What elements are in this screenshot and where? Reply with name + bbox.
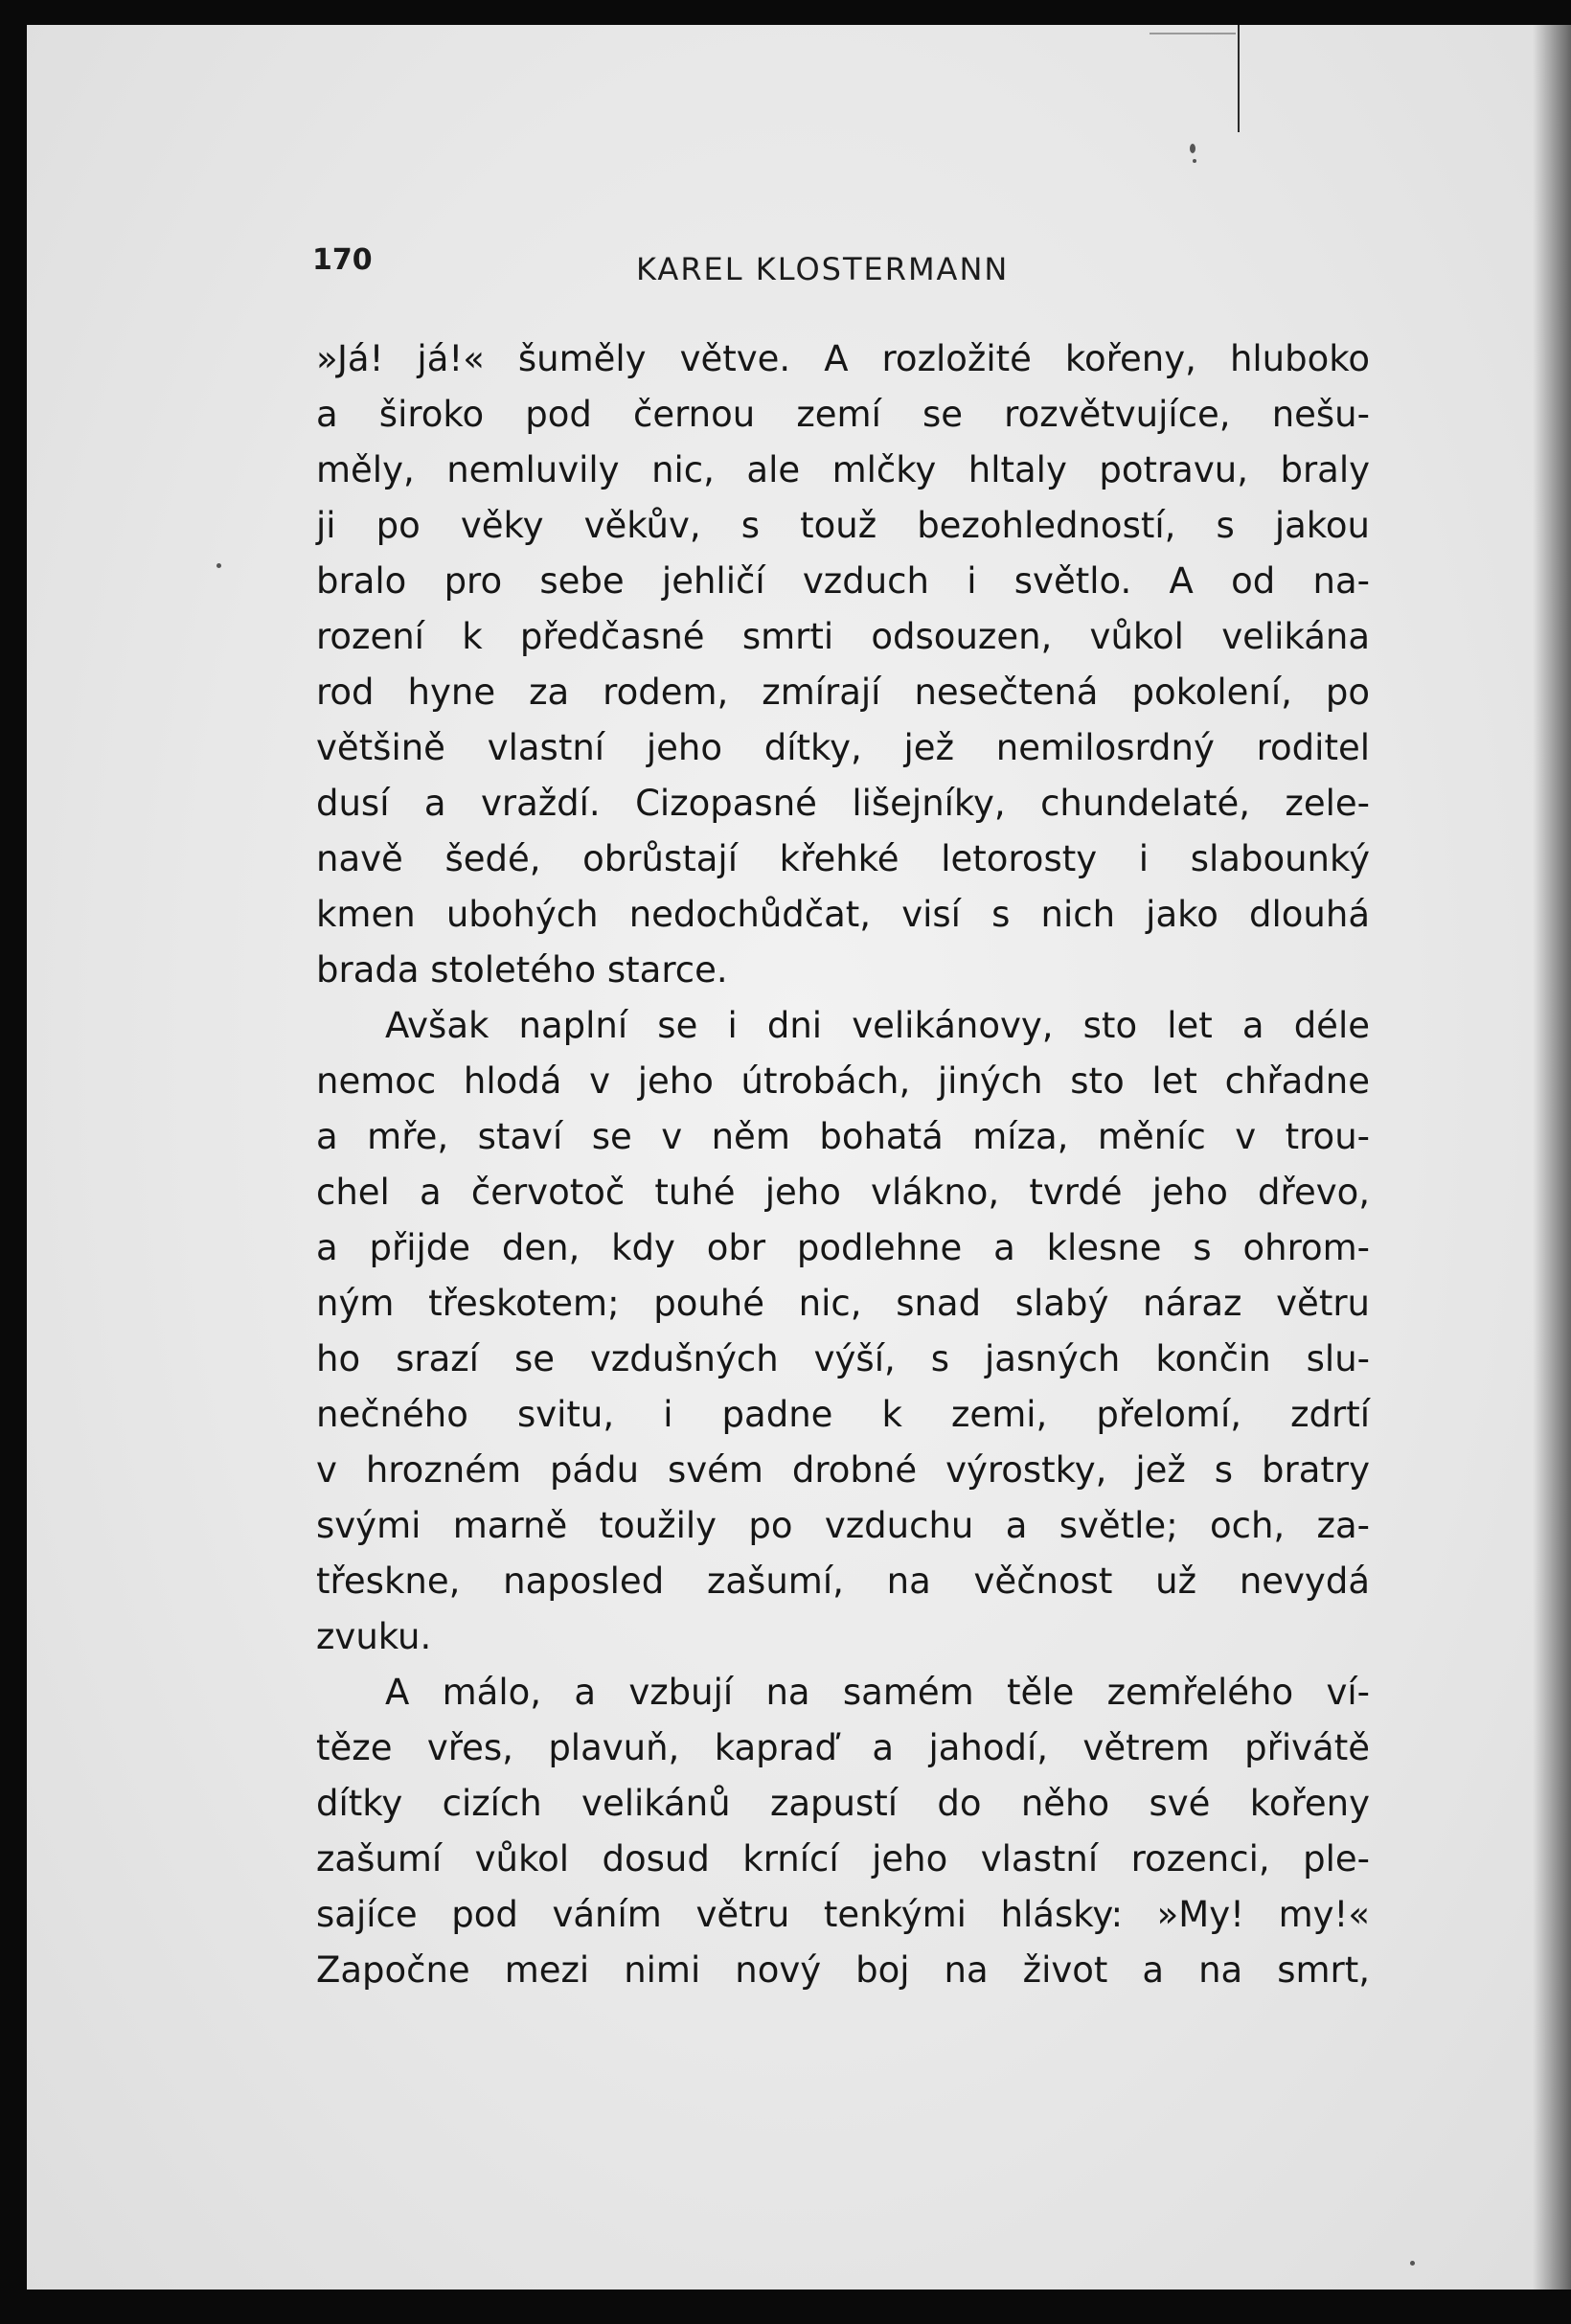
dust-speck	[216, 563, 221, 568]
text-line: A málo, a vzbují na samém těle zemřelého ví-	[385, 1672, 1370, 1713]
text-line: »Já! já!« šuměly větve. A rozložité kořeny, hluboko	[316, 338, 1370, 379]
text-line: dusí a vraždí. Cizopasné lišejníky, chundelaté, zele-	[316, 783, 1370, 824]
text-line: těze vřes, plavuň, kapraď a jahodí, větrem přivátě	[316, 1727, 1370, 1768]
text-line: nečného svitu, i padne k zemi, přelomí, zdrtí	[316, 1394, 1370, 1435]
text-line: Započne mezi nimi nový boj na život a na smrt,	[316, 1949, 1370, 1991]
text-line: kmen ubohých nedochůdčat, visí s nich jako dlouhá	[316, 894, 1370, 935]
dust-speck	[1410, 2261, 1415, 2266]
scan-bottom-border	[0, 2290, 1571, 2324]
dust-speck	[1190, 144, 1195, 153]
text-line: měly, nemluvily nic, ale mlčky hltaly potravu, braly	[316, 449, 1370, 490]
text-line: zvuku.	[316, 1616, 432, 1657]
text-line: sajíce pod váním větru tenkými hlásky: »My! my!«	[316, 1894, 1370, 1935]
text-line: rod hyne za rodem, zmírají nesečtená pokolení, po	[316, 672, 1370, 713]
text-line: a přijde den, kdy obr podlehne a klesne s ohrom-	[316, 1227, 1370, 1268]
text-line: ho srazí se vzdušných výší, s jasných končin slu-	[316, 1338, 1370, 1379]
text-line: třeskne, naposled zašumí, na věčnost už nevydá	[316, 1561, 1370, 1602]
text-line: navě šedé, obrůstají křehké letorosty i slabounký	[316, 838, 1370, 879]
text-line: většině vlastní jeho dítky, jež nemilosrdný roditel	[316, 727, 1370, 768]
text-line: brada stoletého starce.	[316, 949, 728, 991]
text-line: chel a červotoč tuhé jeho vlákno, tvrdé jeho dřevo,	[316, 1172, 1370, 1213]
text-line: a široko pod černou zemí se rozvětvujíce, nešu-	[316, 394, 1370, 435]
running-head: KAREL KLOSTERMANN	[636, 251, 1010, 287]
text-line: rození k předčasné smrti odsouzen, vůkol velikána	[316, 616, 1370, 657]
text-line: v hrozném pádu svém drobné výrostky, jež s bratry	[316, 1449, 1370, 1491]
page-number: 170	[312, 243, 373, 277]
text-line: dítky cizích velikánů zapustí do něho své kořeny	[316, 1783, 1370, 1824]
text-line: bralo pro sebe jehličí vzduch i světlo. A od na-	[316, 560, 1370, 602]
text-line: a mře, staví se v něm bohatá míza, měníc v trou-	[316, 1116, 1370, 1157]
dust-speck	[1193, 159, 1196, 163]
text-line: nemoc hlodá v jeho útrobách, jiných sto let chřadne	[316, 1060, 1370, 1102]
page-edge-shadow	[1533, 25, 1571, 2305]
scan-artifact-rule	[1238, 25, 1240, 132]
text-line: Avšak naplní se i dni velikánovy, sto let a déle	[385, 1005, 1370, 1046]
text-line: ji po věky věkův, s touž bezohledností, s jakou	[316, 505, 1370, 546]
scan-artifact-rule-horizontal	[1150, 33, 1236, 34]
body-text	[316, 331, 1370, 1998]
text-line: zašumí vůkol dosud krnící jeho vlastní rozenci, ple-	[316, 1838, 1370, 1880]
text-line: svými marně toužily po vzduchu a světle; och, za-	[316, 1505, 1370, 1546]
text-line: ným třeskotem; pouhé nic, snad slabý náraz větru	[316, 1283, 1370, 1324]
